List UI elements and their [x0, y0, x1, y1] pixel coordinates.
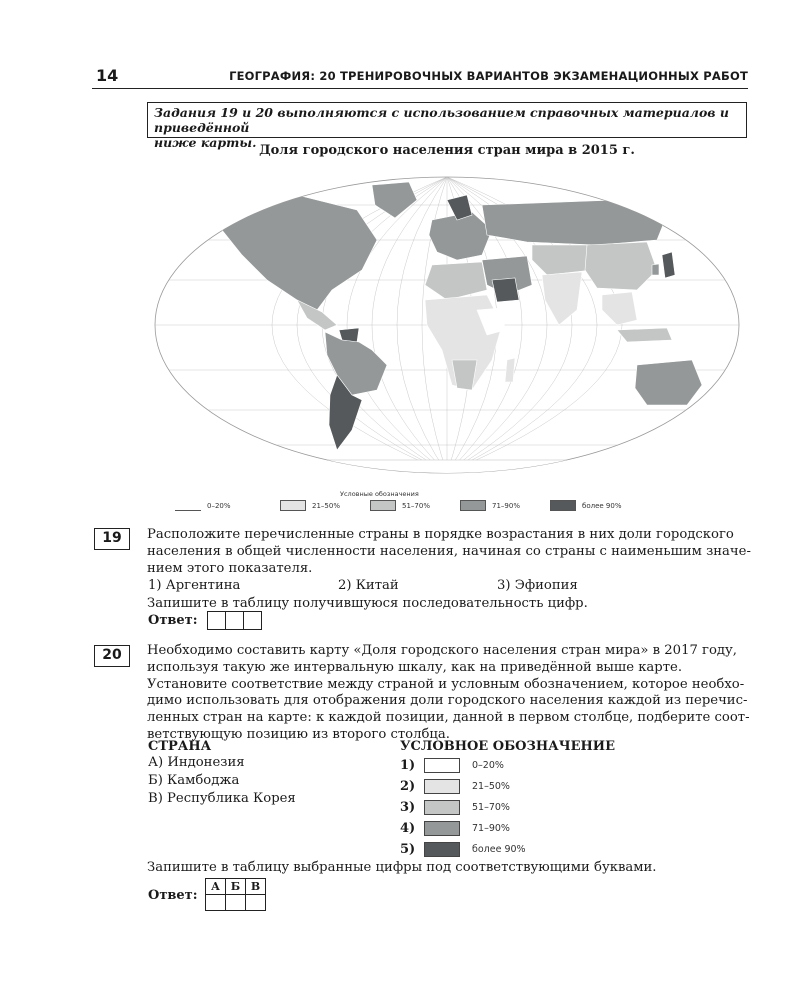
symbol-swatch [424, 821, 460, 836]
task-19-text [147, 527, 752, 577]
symbol-row [400, 798, 510, 816]
symbol-label: более 90% [472, 843, 526, 855]
legend-caption: Условные обозначения [340, 490, 419, 498]
answer-header: А [206, 879, 226, 895]
column-header-country: СТРАНА [148, 739, 212, 754]
task-20-line: ветствующую позицию из второго столбца. [147, 726, 450, 742]
task-20-line: используя такую же интервальную шкалу, как на приведённой выше карте. [147, 659, 683, 675]
task-19-option: 2) Китай [338, 578, 399, 593]
task-20-line: Установите соответствие между страной и условным обозначением, которое необхо- [147, 676, 745, 692]
symbol-swatch [424, 842, 460, 857]
answer-cell[interactable] [206, 895, 226, 911]
task-20-answer-table [205, 878, 266, 911]
map-title: Доля городского населения стран мира в 2015 г. [259, 143, 635, 158]
header-rule [92, 88, 748, 89]
task-19-option: 1) Аргентина [148, 578, 241, 593]
legend-swatch [175, 500, 201, 511]
task-19-option: 3) Эфиопия [497, 578, 578, 593]
task-19-answer-label: Ответ: [148, 613, 198, 628]
symbol-label: 0–20% [472, 759, 504, 771]
symbol-swatch [424, 779, 460, 794]
world-map-graphic [147, 160, 747, 500]
answer-cell[interactable] [207, 611, 226, 630]
legend-label: 51–70% [402, 501, 430, 510]
page-number: 14 [96, 66, 119, 85]
legend-swatch [550, 500, 576, 511]
legend-swatch [370, 500, 396, 511]
country-item: А) Индонезия [148, 755, 245, 770]
legend-item [280, 500, 340, 511]
symbol-label: 51–70% [472, 801, 510, 813]
task-19-line: населения в общей численности населения, начиная со страны с наименьшим значе- [147, 543, 751, 559]
answer-cell[interactable] [226, 895, 246, 911]
country-item: В) Республика Корея [148, 791, 296, 806]
answer-header: В [246, 879, 266, 895]
symbol-row [400, 840, 526, 858]
note-line-1: Задания 19 и 20 выполняются с использованием справочных материалов и приведённой [154, 105, 729, 135]
legend-label: 0–20% [207, 501, 231, 510]
task-20-line: Необходимо составить карту «Доля городского населения стран мира» в 2017 году, [147, 643, 737, 658]
answer-cell[interactable] [225, 611, 244, 630]
reference-note [147, 102, 747, 150]
legend-swatch [460, 500, 486, 511]
legend-swatch [280, 500, 306, 511]
legend-item [550, 500, 621, 511]
legend-item [370, 500, 430, 511]
symbol-label: 71–90% [472, 822, 510, 834]
symbol-swatch [424, 758, 460, 773]
column-header-symbol: УСЛОВНОЕ ОБОЗНАЧЕНИЕ [400, 739, 616, 754]
answer-header: Б [226, 879, 246, 895]
legend-item [175, 500, 231, 511]
symbol-number: 3) [400, 799, 416, 815]
symbol-row [400, 777, 510, 795]
symbol-number: 4) [400, 820, 416, 836]
legend-label: 71–90% [492, 501, 520, 510]
country-item: Б) Камбоджа [148, 773, 240, 788]
legend-item [460, 500, 520, 511]
task-19-line: Расположите перечисленные страны в порядке возрастания в них доли городского [147, 527, 734, 542]
task-20-instruction: Запишите в таблицу выбранные цифры под соответствующими буквами. [147, 860, 657, 875]
map-legend [175, 500, 695, 516]
task-19-line: нием этого показателя. [147, 560, 313, 576]
task-20-text [147, 643, 752, 744]
symbol-row [400, 756, 504, 774]
task-19-instruction: Запишите в таблицу получившуюся последовательность цифр. [147, 596, 588, 611]
symbol-number: 1) [400, 757, 416, 773]
task-20-line: ленных стран на карте: к каждой позиции, данной в первом столбце, подберите соот- [147, 710, 750, 726]
answer-cell[interactable] [243, 611, 262, 630]
task-20-number: 20 [94, 645, 130, 667]
running-head: ГЕОГРАФИЯ: 20 ТРЕНИРОВОЧНЫХ ВАРИАНТОВ ЭКЗАМЕНАЦИОННЫХ РАБОТ [229, 69, 748, 83]
symbol-number: 2) [400, 778, 416, 794]
symbol-row [400, 819, 510, 837]
task-19-answer-cells[interactable] [208, 611, 262, 630]
note-line-2: ниже карты. [154, 135, 257, 150]
legend-label: более 90% [582, 501, 622, 510]
symbol-number: 5) [400, 841, 416, 857]
task-20-answer-label: Ответ: [148, 888, 198, 903]
task-19-number: 19 [94, 528, 130, 550]
symbol-label: 21–50% [472, 780, 510, 792]
symbol-swatch [424, 800, 460, 815]
answer-cell[interactable] [246, 895, 266, 911]
world-map [147, 160, 747, 500]
task-20-line: димо использовать для отображения доли городского населения каждой из перечис- [147, 693, 748, 709]
legend-label: 21–50% [312, 501, 340, 510]
